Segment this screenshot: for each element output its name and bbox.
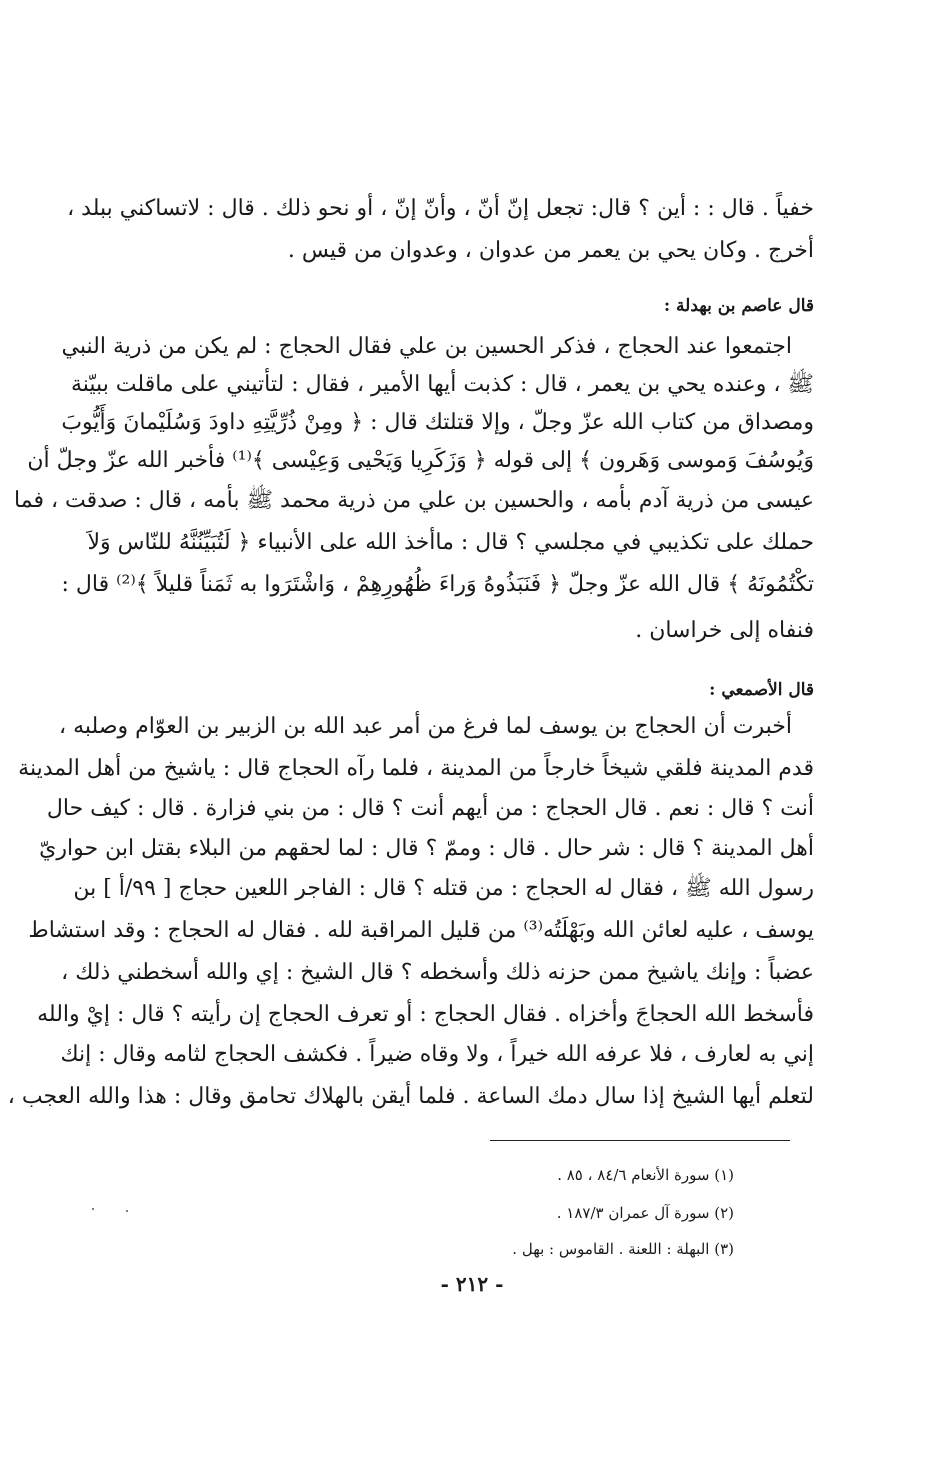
text-line: لتعلم أيها الشيخ إذا سال دمك الساعة . فلما أيقن بالهلاك تحامق وقال : هذا والله العجب ، <box>7 1084 814 1109</box>
section-heading: قال الأصمعي : <box>709 680 814 700</box>
text-line: فنفاه إلى خراسان . <box>635 618 814 643</box>
footnote: (١) سورة الأنعام ٨٤/٦ ، ٨٥ . <box>557 1166 734 1184</box>
text-line: إني به لعارف ، فلا عرفه الله خيراً ، ولا وقاه ضيراً . فكشف الحجاج لثامه وقال : إنك <box>60 1042 814 1067</box>
scan-speck <box>92 1208 94 1210</box>
text-line: أنت ؟ قال : نعم . قال الحجاج : من أيهم أنت ؟ قال : من بني فزارة . قال : كيف حال <box>46 796 814 821</box>
text-line: قدم المدينة فلقي شيخاً خارجاً من المدينة ، فلما رآه الحجاج قال : ياشيخ من أهل المدينة <box>18 756 814 781</box>
text-line: يوسف ، عليه لعائن الله وبَهْلَتُه⁽³⁾ من قليل المراقبة لله . فقال له الحجاج : وقد استشاط <box>28 918 814 943</box>
text-line: أخرج . وكان يحي بن يعمر من عدوان ، وعدوان من قيس . <box>287 238 814 263</box>
footnote-separator <box>490 1140 790 1141</box>
text-line: خفياً . قال : : أين ؟ قال: تجعل إنّ أنّ ، وأنّ إنّ ، أو نحو ذلك . قال : لاتساكني ببلد ، <box>67 196 814 221</box>
text-line: تكْتُمُونَهُ ﴾ قال الله عزّ وجلّ ﴿ فَنَبَذُوهُ وَراءَ ظُهُورِهِمْ ، وَاشْتَرَوا به ثَمَناً قليلاً ﴾⁽²⁾ قال : <box>61 572 814 597</box>
text-line: وَيُوسُفَ وَموسى وَهَرون ﴾ إلى قوله ﴿ وَزَكَرِيا وَيَحْيى وَعِيْسى ﴾⁽¹⁾ فأخبر الله عزّ وجلّ أن <box>27 448 814 473</box>
text-line: ومصداق من كتاب الله عزّ وجلّ ، وإلا قتلتك قال : ﴿ ومِنْ ذُرِّيَّتِهِ داودَ وَسُلَيْمانَ وَأَيُّوبَ <box>61 410 814 435</box>
text-line: فأسخط الله الحجاجَ وأخزاه . فقال الحجاج : أو تعرف الحجاج إن رأيته ؟ قال : إيْ والله <box>37 1002 814 1027</box>
footnote: (٣) البهلة : اللعنة . القاموس : بهل . <box>512 1240 734 1258</box>
scan-speck <box>126 1210 128 1212</box>
page-number: - ٢١٢ - <box>440 1272 504 1296</box>
section-heading: قال عاصم بن بهدلة : <box>663 296 814 316</box>
text-line: أهل المدينة ؟ قال : شر حال . قال : وممّ ؟ قال : لما لحقهم من البلاء بقتل ابن حواريّ <box>39 836 814 861</box>
text-line: ﷺ ، وعنده يحي بن يعمر ، قال : كذبت أيها الأمير ، فقال : لتأتيني على ماقلت ببيّنة <box>70 372 814 397</box>
text-line: أخبرت أن الحجاج بن يوسف لما فرغ من أمر عبد الله بن الزبير بن العوّام وصلبه ، <box>59 714 792 739</box>
footnote: (٢) سورة آل عمران ١٨٧/٣ . <box>556 1204 734 1222</box>
text-line: اجتمعوا عند الحجاج ، فذكر الحسين بن علي فقال الحجاج : لم يكن من ذرية النبي <box>61 334 792 359</box>
text-line: رسول الله ﷺ ، فقال له الحجاج : من قتله ؟ قال : الفاجر اللعين حجاج [ ٩٩/أ ] بن <box>73 876 814 901</box>
text-line: عضباً : وإنك ياشيخ ممن حزنه ذلك وأسخطه ؟ قال الشيخ : إي والله أسخطني ذلك ، <box>61 960 814 985</box>
text-line: عيسى من ذرية آدم بأمه ، والحسين بن علي من ذرية محمد ﷺ بأمه ، قال : صدقت ، فما <box>14 488 814 513</box>
text-line: حملك على تكذيبي في مجلسي ؟ قال : ماأخذ الله على الأنبياء ﴿ لَتُبَيِّنُنَّهُ للنّاس وَلاَ <box>87 530 814 555</box>
